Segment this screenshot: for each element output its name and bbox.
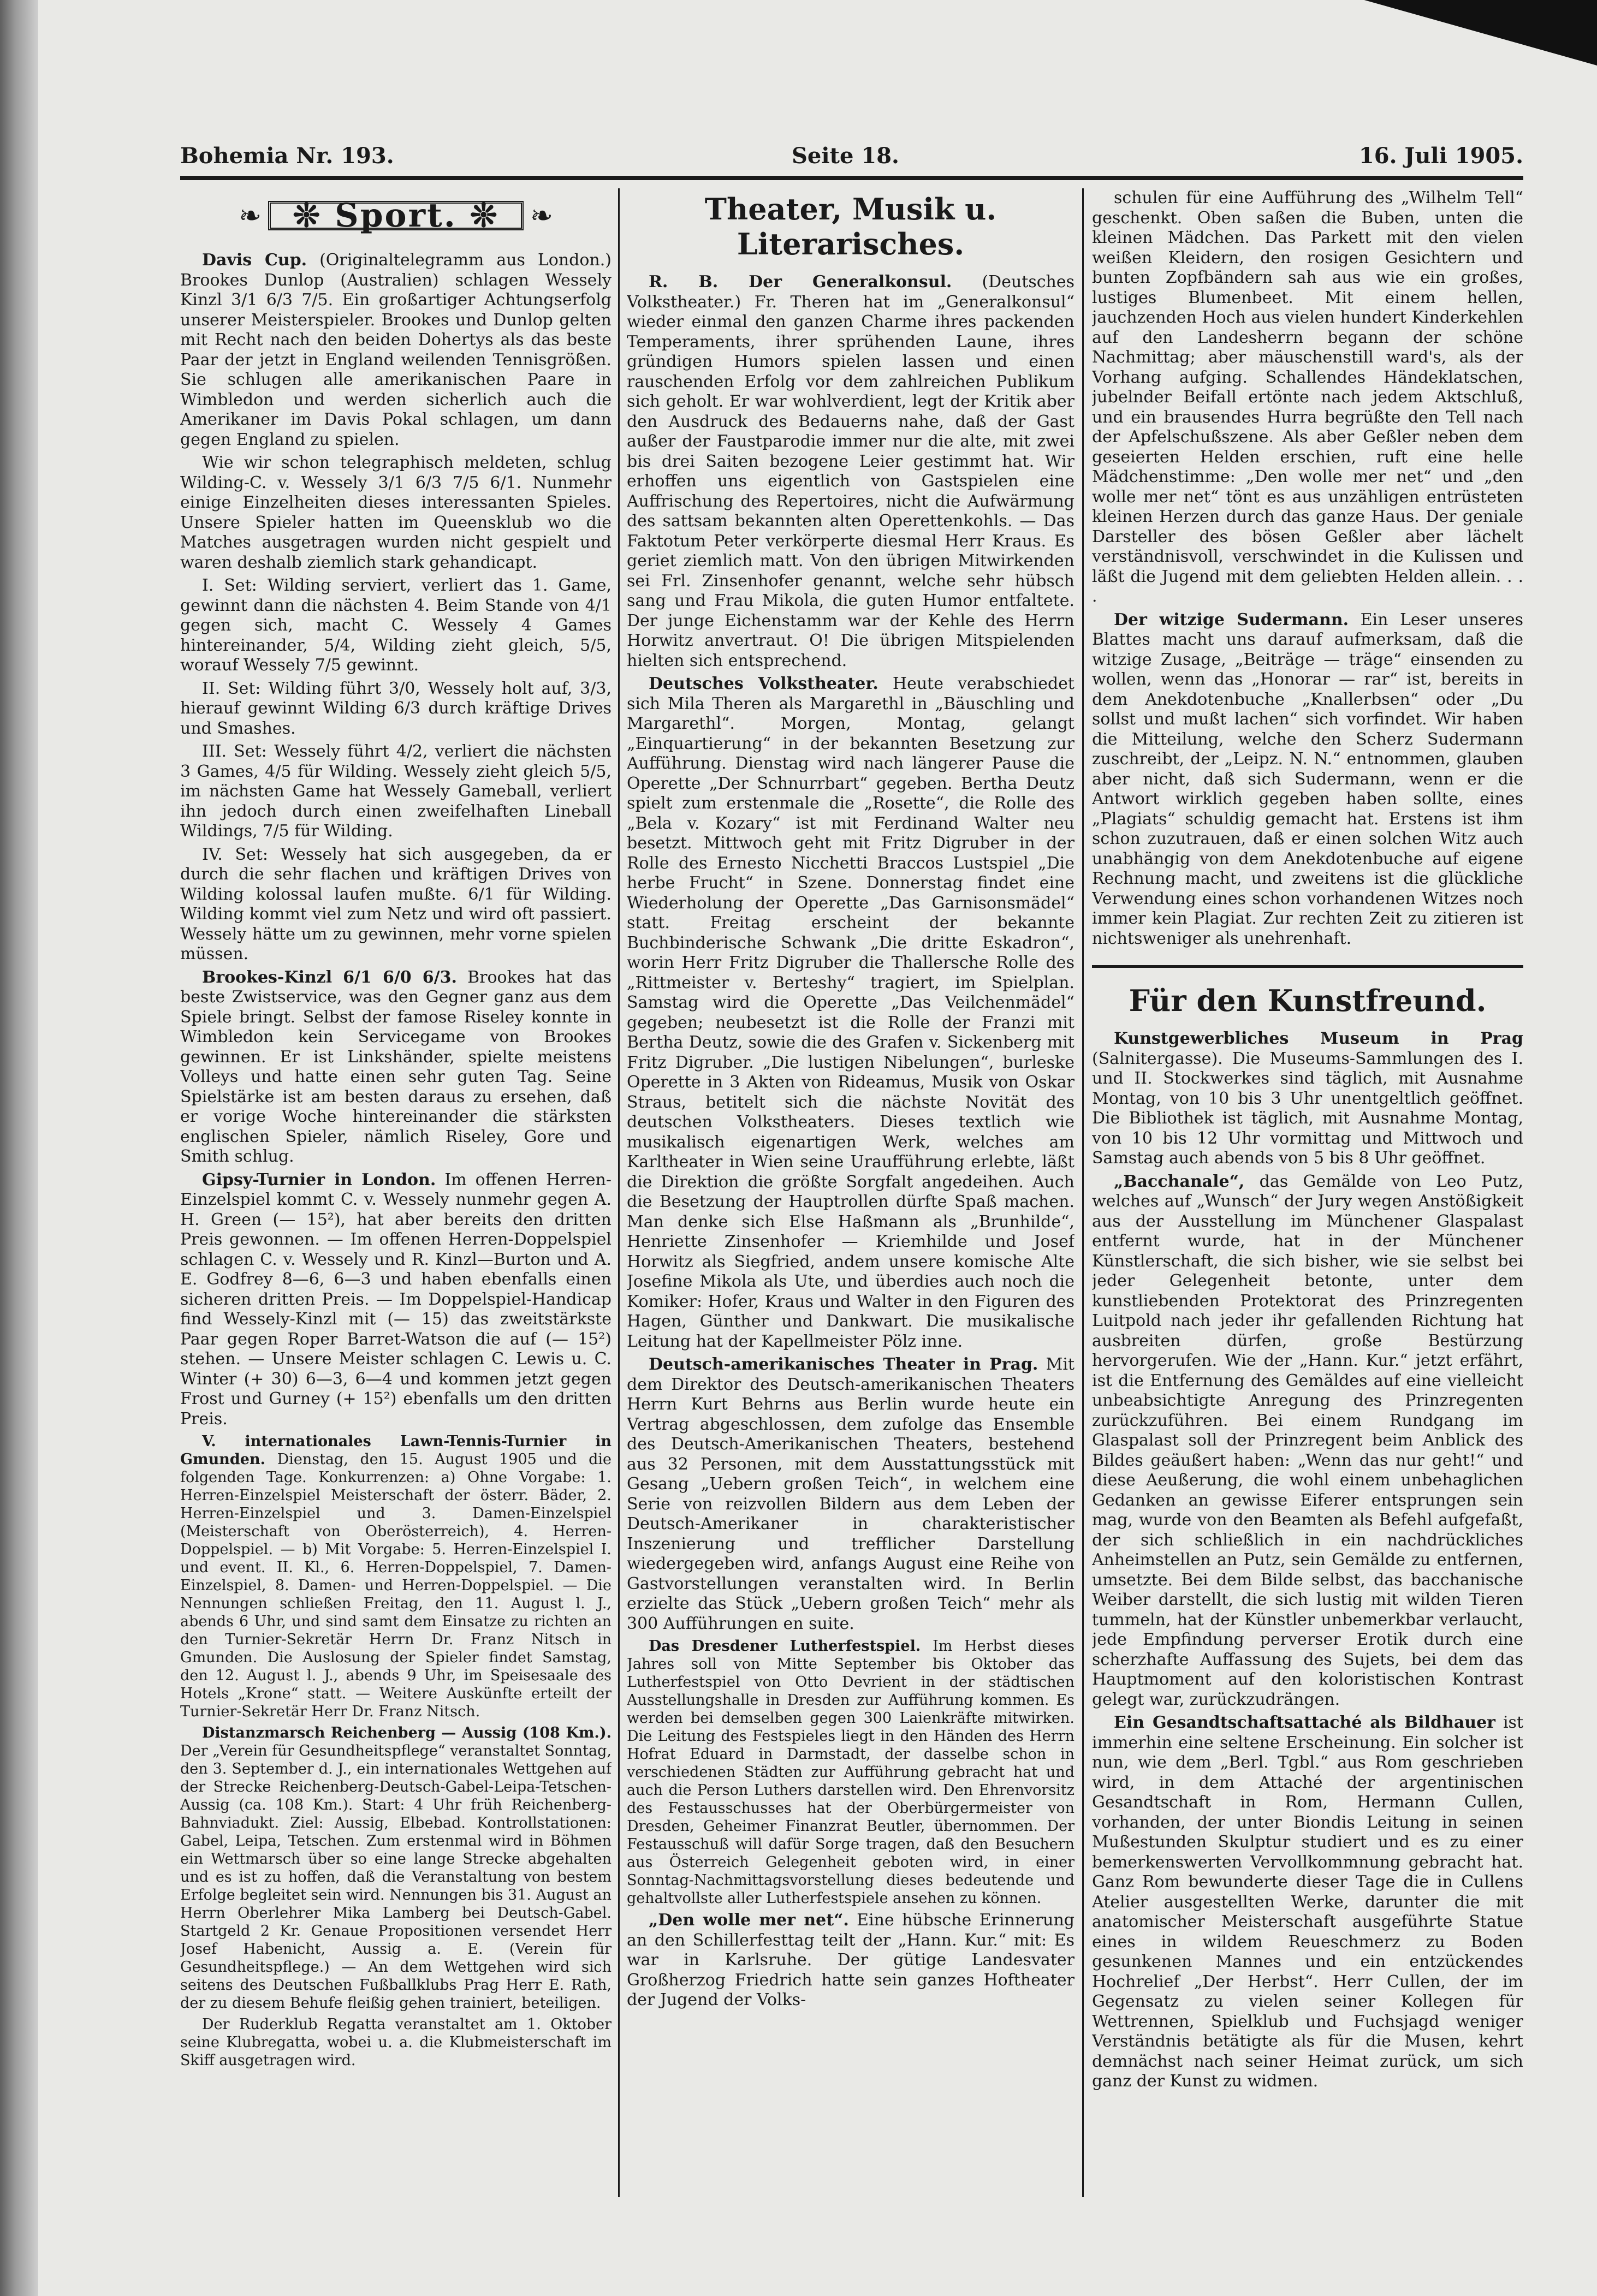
article-lead: Der witzige Sudermann. [1114,610,1349,629]
article-gipsy-turnier [180,1170,612,1430]
ornament-left-icon: ❊ [293,196,322,235]
section-title-sport: Sport. [335,196,457,235]
article-paragraph: IV. Set: Wessely hat sich ausgegeben, da er durch die sehr flachen und kräftigen Drives von Wilding kolossal laufen mußte. 6/1 für Wilding. Wilding kommt viel zum Netz und wird oft passiert. Wessely hätte um zu gewinnen, mehr vorne spielen müssen. [180,844,612,963]
section-title-theater: Theater, Musik u. Literarisches. [704,192,997,261]
page-header [180,143,1523,176]
header-page-number: Seite 18. [792,143,899,169]
article-deutsch-amerikanisch [627,1355,1074,1634]
article-text: Heute verabschiedet sich Mila Theren als Margarethl in „Bäuschling und Margarethl“. Morgen, Montag, gelangt „Einquartierung“ in der bekannten Besetzung zur Aufführung. Dienstag wird nach längerer Pause die Operette „Der Schnurrbart“ gegeben. Bertha Deutz spielt zum erstenmale die „Rosette“, die Rolle des „Bela v. Kozary“ ist mit Ferdinand Walter neu besetzt. Mittwoch geht mit Fritz Digruber in der Rolle des Ernesto Nicchetti Braccos Lustspiel „Die herbe Frucht“ in Szene. Donnerstag findet eine Wiederholung der Operette „Das Garnisonsmädel“ statt. Freitag erscheint der bekannte Buchbinderische Schwank „Die dritte Eskadron“, worin Herr Fritz Digruber die Thallersche Rolle des „Rittmeister v. Berteshy“ tragiert, im Spielplan. Samstag wird die Operette „Das Veilchenmädel“ gegeben; neubesetzt ist die Rolle der Franzi mit Bertha Deutz, sowie die des Grafen v. Sickenberg mit Fritz Digruber. „Die lustigen Nibelungen“, burleske Operette in 3 Akten von Rideamus, Musik von Oskar Straus, betitelt sich die nächste Novität des deutschen Volkstheaters. Dieses textlich wie musikalisch eigenartigen Werk, welches am Karltheater in Wien seine Uraufführung erlebte, läßt die Direktion die größte Sorgfalt angedeihen. Auch die Besetzung der Hauptrollen dürfte Spaß machen. Man denke sich Else Haßmann als „Brunhilde“, Henriette Zinsenhofer — Kriemhilde und Josef Horwitz als Siegfried, andem unsere komische Alte Josefine Mikola als Ute, und überdies auch noch die Komiker: Hofer, Kraus und Walter in den Figuren des Hagen, Günther und Dankwart. Die musikalische Leitung hat der Kapellmeister Pölz inne. [627,674,1074,1351]
article-text: (Deutsches Volkstheater.) Fr. Theren hat im „Generalkonsul“ wieder einmal den ganzen Charme ihres packenden Temperaments, ihrer sprühenden Laune, ihres gründigen Humors spielen lassen und einen rauschenden Erfolg vor dem zahlreichen Publikum sich geholt. Er war wohlverdient, legt der Kritik aber den Ausdruck des Bedauerns nahe, daß der Gast außer der Faustparodie immer nur die alte, mit zwei bis drei Saiten bezogene Leier gestimmt hat. Wir erhoffen uns eigentlich von Gastspielen eine Auffrischung des Repertoires, nicht die Aufwärmung des sattsam bekannten alten Operettenkohls. — Das Faktotum Peter verkörperte diesmal Herr Kraus. Es geriet ziemlich matt. Von den übrigen Mitwirkenden sei Frl. Zinsenhofer genannt, welche sehr hübsch sang und Frau Mikola, die guten Humor entfaltete. Der junge Eichenstamm war der Kehle des Herrn Horwitz anvertraut. O! Die übrigen Mitspielenden hielten sich entsprechend. [627,272,1074,670]
article-lead: „Bacchanale“, [1114,1171,1245,1191]
column-kunst [1092,188,1523,2197]
article-paragraph: II. Set: Wilding führt 3/0, Wessely holt auf, 3/3, hierauf gewinnt Wilding 6/3 durch kräftige Drives und Smashes. [180,679,612,738]
article-text: Brookes hat das beste Zwistservice, was den Gegner ganz aus dem Spiele bringt. Selbst der famose Riseley konnte in Wimbledon kein Servicegame von Brookes gewinnen. Er ist Linkshänder, spielte meistens Volleys und hatte einen sehr guten Tag. Seine Spielstärke ist am besten daraus zu ersehen, daß er vorige Woche hintereinander die stärksten englischen Spieler, nämlich Riseley, Gore und Smith schlug. [180,967,612,1166]
article-lead: Brookes-Kinzl 6/1 6/0 6/3. [202,967,457,987]
article-volkstheater [627,674,1074,1352]
article-davis-cup [180,251,612,450]
page-left-shadow [0,0,38,2296]
article-paragraph: Wie wir schon telegraphisch meldeten, schlug Wilding-C. v. Wessely 3/1 6/3 7/5 6/1. Nunmehr einige Einzelheiten dieses interessanten Spieles. Unsere Spieler hatten im Queensklub wo die Matches ausgetragen wurden nicht gespielt und waren deshalb ziemlich stark gehandicapt. [180,453,612,572]
article-bacchanale [1092,1172,1523,1710]
article-lutherfestspiel [627,1637,1074,1907]
article-gmunden [180,1432,612,1721]
header-publication: Bohemia Nr. 193. [180,143,394,169]
article-brookes-kinzl [180,968,612,1167]
column-divider-2 [1082,188,1084,2197]
article-distanzmarsch [180,1724,612,2012]
article-lead: Distanzmarsch Reichenberg — Aussig (108 Km.). [202,1724,612,1741]
article-paragraph: Der Ruderklub Regatta veranstaltet am 1. Oktober seine Klubregatta, wobei u. a. die Klubmeisterschaft im Skiff ausgetragen wird. [180,2016,612,2069]
article-text: ist immerhin eine seltene Erscheinung. Ein solcher ist nun, wie dem „Berl. Tgbl.“ aus Rom geschrieben wird, in dem Attaché der argentinischen Gesandtschaft in Rom, Hermann Cullen, vorhanden, der unter Biondis Leitung in seinen Mußestunden Skulptur studiert und es zu einer bemerkenswerten Vervollkommnung gebracht hat. Ganz Rom bewunderte dieser Tage die in Cullens Atelier ausgestellten Werke, darunter die mit anatomischer Meisterschaft ausgeführte Statue eines in wildem Reueschmerz zu Boden gesunkenen Mannes und ein entzückendes Hochrelief „Der Herbst“. Herr Cullen, der im Gegensatz zu vielen seiner Kollegen für Wettrennen, Spielklub und Fuchsjagd weniger Verständnis betätigte als für die Musen, kehrt demnächst nach seiner Heimat zurück, um sich ganz der Kunst zu widmen. [1092,1713,1523,2091]
article-generalkonsul [627,272,1074,671]
article-paragraph: schulen für eine Aufführung des „Wilhelm Tell“ geschenkt. Oben saßen die Buben, unten die kleinen Mädchen. Das Parkett mit den vielen weißen Kleidern, den rosigen Gesichtern und bunten Zopfbändern sah aus wie ein großes, lustiges Blumenbeet. Mit einem hellen, jauchzenden Hoch aus vielen hundert Kinderkehlen auf den Landesherrn begann der schöne Nachmittag; aber mäuschenstill ward's, als der Vorhang aufging. Schallendes Händeklatschen, jubelnder Beifall ertönte nach jedem Aktschluß, und ein brausendes Hurra begrüßte den Tell nach der Apfelschußszene. Als aber Geßler neben dem geseierten Helden erschien, ruft eine helle Mädchenstimme: „Den wolle mer net“ und „den wolle mer net“ tönt es aus unzähligen entrüsteten kleinen Herzen durch das ganze Haus. Der geniale Darsteller des bösen Geßler aber lächelt verständnisvoll, verschwindet in die Kulissen und läßt die Jugend mit dem geliebten Helden allein. . . . [1092,188,1523,606]
article-lead: Ein Gesandtschaftsattaché als Bildhauer [1114,1713,1495,1732]
article-lead: Das Dresdener Lutherfestspiel. [649,1638,921,1655]
article-lead: Deutsch-amerikanisches Theater in Prag. [649,1355,1038,1374]
article-text: Eine hübsche Erinnerung an den Schillerfesttag teilt der „Hann. Kur.“ mit: Es war in Karlsruhe. Der gütige Landesvater Großherzog Friedrich hatte sein ganzes Hoftheater der Jugend der Volks- [627,1911,1074,2009]
article-text: Der „Verein für Gesundheitspflege“ veranstaltet Sonntag, den 3. September d. J., ein internationales Wettgehen auf der Strecke Reichenberg-Deutsch-Gabel-Leipa-Tetschen-Aussig (ca. 108 Km.). Start: 4 Uhr früh Reichenberg-Bahnviadukt. Ziel: Aussig, Elbebad. Kontrollstationen: Gabel, Leipa, Tetschen. Zum erstenmal wird in Böhmen ein Wettmarsch über so eine lange Strecke abgehalten und es ist zu hoffen, daß die Veranstaltung von bestem Erfolge begleitet sein wird. Nennungen bis 31. August an Herrn Oberlehrer Mika Lamberg bei Deutsch-Gabel. Startgeld 2 Kr. Genaue Propositionen versendet Herr Josef Habenicht, Aussig a. E. (Verein für Gesundheitspflege.) — An dem Wettgehen wird sich seitens des Deutschen Fußballklubs Prag Herr E. Rath, der zu diesem Behufe fleißig gehen trainiert, beteiligen. [180,1742,612,2012]
article-paragraph: III. Set: Wessely führt 4/2, verliert die nächsten 3 Games, 4/5 für Wilding. Wessely zieht gleich 5/5, im nächsten Game hat Wessely Gameball, verliert ihn jedoch durch einen zweifelhaften Lineball Wildings, 7/5 für Wilding. [180,742,612,841]
article-gesandtschaftsattache [1092,1713,1523,2092]
article-lead: „Den wolle mer net“. [649,1911,849,1930]
article-lead: Kunstgewerbliches Museum in Prag [1114,1029,1523,1048]
article-lead: Davis Cup. [202,251,307,270]
article-lead: Deutsches Volkstheater. [649,674,878,693]
article-lead: R. B. Der Generalkonsul. [649,272,952,292]
article-lead: Gipsy-Turnier in London. [202,1170,436,1189]
article-lead: V. internationales Lawn-Tennis-Turnier in Gmunden. [180,1433,612,1468]
column-theater [627,188,1074,2197]
article-den-wolle-mer-net [627,1911,1074,2011]
article-kunstgewerbliches-museum [1092,1029,1523,1169]
article-text: Im offenen Herren-Einzelspiel kommt C. v. Wessely nunmehr gegen A. H. Green (— 15²), hat aber bereits den dritten Preis gewonnen. — Im offenen Herren-Doppelspiel schlagen C. v. Wessely und R. Kinzl—Burton und A. E. Godfrey 8—6, 6—3 und haben ebenfalls einen sicheren dritten Preis. — Im Doppelspiel-Handicap find Wessely-Kinzl mit (— 15) das zweitstärkste Paar gegen Roper Barret-Watson die auf (— 15²) stehen. — Unsere Meister schlagen C. Lewis u. C. Winter (+ 30) 6—3, 6—4 und kommen jetzt gegen Frost und Gurney (+ 15²) ebenfalls um den dritten Preis. [180,1170,612,1429]
article-text: Mit dem Direktor des Deutsch-amerikanischen Theaters Herrn Kurt Behrns aus Berlin wurde heute ein Vertrag abgeschlossen, dem zufolge das Ensemble des Deutsch-Amerikanischen Theaters, bestehend aus 32 Personen, mit dem Ausstattungsstück mit Gesang „Uebern großen Teich“, in welchem eine Serie von reizvollen Bildern aus dem Leben der Deutsch-Amerikaner in charakteristischer Inszenierung und trefflicher Darstellung wiedergegeben wird, anfangs August eine Reihe von Gastvorstellungen veranstalten wird. In Berlin erzielte das Stück „Uebern großen Teich“ mehr als 300 Aufführungen en suite. [627,1355,1074,1633]
article-paragraph: I. Set: Wilding serviert, verliert das 1. Game, gewinnt dann die nächsten 4. Beim Stande von 4/1 gegen sich, macht C. Wessely 4 Games hintereinander, 5/4, Wilding zieht gleich, 5/5, worauf Wessely 7/5 gewinnt. [180,576,612,675]
article-text: (Originaltelegramm aus London.) Brookes Dunlop (Australien) schlagen Wessely Kinzl 3/1 6/3 7/5. Ein großartiger Achtungserfolg unserer Meisterspieler. Brookes und Dunlop gelten mit Recht nach den beiden Dohertys als das beste Paar der jetzt in England weilenden Tennisgrößen. Sie schlugen alle amerikanischen Paare in Wimbledon und werden sicherlich auch die Amerikaner im Davis Pokal schlagen, um dann gegen England zu spielen. [180,251,612,449]
column-sport [180,188,612,2197]
flourish-right-icon: ❧ [530,199,553,231]
article-text: das Gemälde von Leo Putz, welches auf „Wunsch“ der Jury wegen Anstößigkeit aus der Ausstellung im Münchener Glaspalast entfernt wurde, hat in der Münchener Künstlerschaft, die sich bisher, wie sie selbst bei jeder Gelegenheit betonte, unter dem kunstliebenden Protektorat des Prinzregenten Luitpold nach jeder ihr gefallenden Richtung hat ausbreiten dürfen, große Bestürzung hervorgerufen. Wie der „Hann. Kur.“ jetzt erfährt, ist die Entfernung des Gemäldes auf eine vielleicht unbeabsichtigte Anregung des Prinzregenten zurückzuführen. Bei einem Rundgang im Glaspalast soll der Prinzregent beim Anblick des Bildes geäußert haben: „Wenn das nur geht!“ und diese Aeußerung, die wohl einem unbehaglichen Gedanken an gewisse Eiferer entsprungen sein mag, wurde von den Beamten als Befehl aufgefaßt, der sich schließlich in ein nachdrückliches Anheimstellen an Putz, sein Gemälde zu entfernen, umsetzte. Bei dem Bilde selbst, das bacchanische Weiber darstellt, die sich lustig mit wilden Tieren tummeln, hat der Künstler unbemerkbar verlaucht, jede Empfindung perverser Erotik durch eine scherzhafte Auffassung des Sujets, bei dem das Hauptmoment auf den koloristischen Kontrast gelegt war, zurückzudrängen. [1092,1171,1523,1709]
flourish-left-icon: ❧ [239,199,262,231]
column-divider-1 [618,188,620,2197]
article-sudermann [1092,610,1523,949]
article-text: Im Herbst dieses Jahres soll von Mitte September bis Oktober das Lutherfestspiel von Otto Devrient in der städtischen Ausstellungshalle in Dresden zur Aufführung kommen. Es werden bei demselben gegen 300 Laienkräfte mitwirken. Die Leitung des Festspieles liegt in den Händen des Herrn Hofrat Eduard in Darmstadt, der dasselbe schon in verschiedenen Städten zur Aufführung gebracht hat und auch die Person Luthers darstellen wird. Den Ehrenvorsitz des Festausschusses hat der Oberbürgermeister von Dresden, Geheimer Finanzrat Beutler, übernommen. Der Festausschuß will dafür Sorge tragen, daß den Besuchern aus Österreich Gelegenheit geboten wird, in einer Sonntag-Nachmittagsvorstellung dieses bedeutende und gehaltvollste aller Lutherfestspiele ansehen zu können. [627,1638,1074,1907]
article-text: Dienstag, den 15. August 1905 und die folgenden Tage. Konkurrenzen: a) Ohne Vorgabe: 1. Herren-Einzelspiel Meisterschaft der österr. Bäder, 2. Herren-Einzelspiel und 3. Damen-Einzelspiel (Meisterschaft von Oberösterreich), 4. Herren-Doppelspiel. — b) Mit Vorgabe: 5. Herren-Einzelspiel I. und event. II. Kl., 6. Herren-Doppelspiel, 7. Damen-Einzelspiel, 8. Damen- und Herren-Doppelspiel. — Die Nennungen schließen Freitag, den 11. August l. J., abends 6 Uhr, und sind samt dem Einsatze zu richten an den Turnier-Sekretär Herrn Dr. Franz Nitsch in Gmunden. Die Auslosung der Spieler findet Samstag, den 12. August l. J., abends 9 Uhr, im Speisesaale des Hotels „Krone“ statt. — Weitere Auskünfte erteilt der Turnier-Sekretär Herr Dr. Franz Nitsch. [180,1451,612,1720]
header-rule [180,176,1523,180]
sport-heading [180,188,612,243]
article-text: (Salnitergasse). Die Museums-Sammlungen des I. und II. Stockwerkes sind täglich, mit Ausnahme Montag, von 10 bis 3 Uhr unentgeltlich geöffnet. Die Bibliothek ist täglich, mit Ausnahme Montag, von 10 bis 12 Uhr vormittag und Mittwoch und Samstag auch abends von 5 bis 8 Uhr geöffnet. [1092,1049,1523,1168]
header-date: 16. Juli 1905. [1358,143,1523,169]
ornament-right-icon: ❊ [470,196,499,235]
section-title-kunstfreund: Für den Kunstfreund. [1092,965,1523,1018]
article-text: Ein Leser unseres Blattes macht uns darauf aufmerksam, daß die witzige Zusage, „Beiträge — träge“ einsenden zu wollen, wenn das „Honorar — rar“ ist, bereits in dem Anekdotenbuche „Knallerbsen“ oder „Du sollst und mußt lachen“ sich vorfindet. Wir haben die Mitteilung, welche den Scherz Sudermann zuschreibt, der „Leipz. N. N.“ entnommen, glauben aber nicht, daß sich Sudermann, wenn er die Antwort wirklich gegeben haben sollte, eines „Plagiats“ schuldig gemacht hat. Erstens ist ihm schon zuzutrauen, daß er einen solchen Witz auch unabhängig von dem Anekdotenbuche auf eigene Rechnung macht, und zweitens ist die glückliche Verwendung eines schon vorhandenen Witzes noch immer kein Plagiat. Zur rechten Zeit zu zitieren ist nichtsweniger als unehrenhaft. [1092,610,1523,948]
sport-title-box [268,196,524,235]
